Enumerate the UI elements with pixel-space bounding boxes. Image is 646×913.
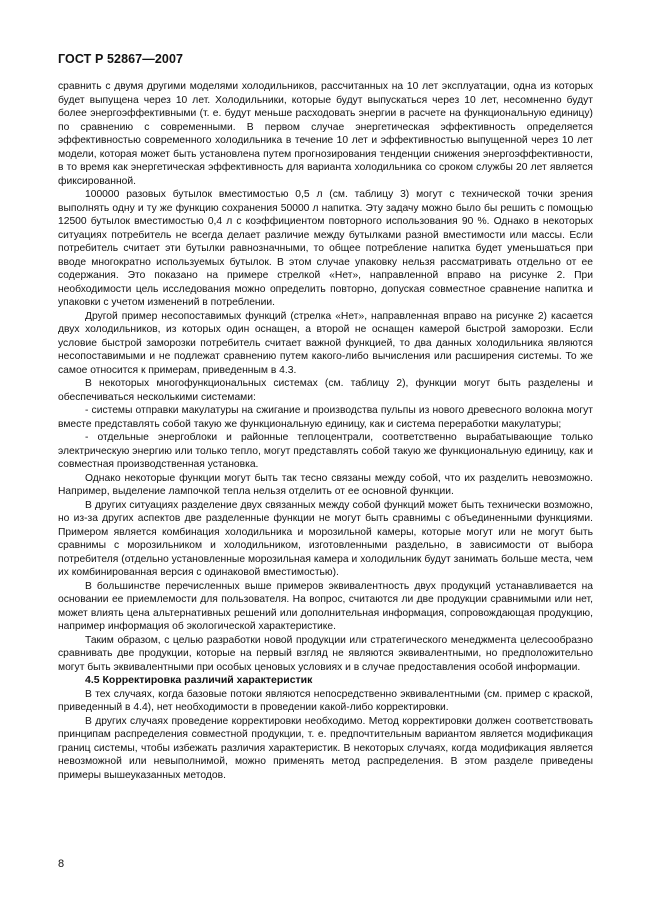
section-heading: 4.5 Корректировка различий характеристик	[85, 674, 313, 686]
paragraph: В тех случаях, когда базовые потоки являются непосредственно эквивалентными (см. пример с краской, приведенный в 4.4), нет необходимости в проведении какой-либо корректировки.	[58, 688, 593, 713]
list-item: - системы отправки макулатуры на сжигание и производства пульпы из нового древесного волокна могут вместе представлять собой такую же функциональную единицу, как и система переработки макулатуры;	[58, 405, 593, 430]
document-code-header: ГОСТ Р 52867—2007	[58, 52, 184, 66]
paragraph: В других случаях проведение корректировки необходимо. Метод корректировки должен соответствовать принципам распределения совместной продукции, т. е. предпочтительным вариантом является модификация границ системы, чтобы избежать различия характеристик. В некоторых случаях, когда модификация является невозможной или невыполнимой, можно применять метод распределения. В этом разделе приведены примеры вышеуказанных методов.	[58, 715, 593, 781]
paragraph: Таким образом, с целью разработки новой продукции или стратегического менеджмента целесообразно сравнивать две продукции, которые на первый взгляд не являются эквивалентными, но предположительно могут быть эквивалентными при особых ценовых условиях и в случае предоставления особой информации.	[58, 634, 593, 673]
paragraph: 100000 разовых бутылок вместимостью 0,5 л (см. таблицу 3) могут с технической точки зрения выполнять одну и ту же функцию сохранения 50000 л напитка. Эту задачу можно было бы решить с помощью 12500 бутылок вместимостью 0,4 л с коэффициентом повторного использования 90 %. Однако в некоторых ситуациях потребитель не всегда делает различие между бутылками разной вместимости или массы. Если потребитель считает эти бутылки равнозначными, то общее потребление напитка будет уменьшаться при вводе многократно используемых бутылок. В этом случае упаковку нельзя рассматривать отдельно от ее содержания. Это показано на примере стрелкой «Нет», направленной вправо на рисунке 2. При необходимости цель исследования можно определить повторно, допуская совместное сравнение напитка и упаковки с учетом изменений в потреблении.	[58, 189, 593, 308]
paragraph: Однако некоторые функции могут быть так тесно связаны между собой, что их разделить невозможно. Например, выделение лампочкой тепла нельзя отделить от ее основной функции.	[58, 472, 593, 497]
paragraph: В других ситуациях разделение двух связанных между собой функций может быть технически возможно, но из-за других аспектов две разделенные функции не могут быть сравнимы с объединенными функциями. Примером является комбинация холодильника и морозильной камеры, которые могут или не могут быть сравнимы с морозильником и холодильником, изготовленными раздельно, в зависимости от выбора потребителя (отдельно установленные морозильная камера и холодильник будут занимать больше места, чем их комбинированная версия с одинаковой вместимостью).	[58, 499, 593, 578]
list-item: - отдельные энергоблоки и районные теплоцентрали, соответственно вырабатывающие только электрическую энергию или только тепло, могут представлять собой такую же функциональную единицу, как и совместная производственная установка.	[58, 432, 593, 470]
paragraph: сравнить с двумя другими моделями холодильников, рассчитанных на 10 лет эксплуатации, одна из которых будет выпущена через 10 лет. Холодильники, которые будут выпускаться через 10 лет, несомненно будут более энергоэффективными (т. е. будут меньше расходовать энергии в расчете на функциональную единицу) по сравнению с современными. В первом случае энергетическая эффективность определяется эффективностью современного холодильника в течение 10 лет и эффективностью выпущенной через 10 лет модели, которая может быть установлена путем прогнозирования тенденции снижения энергоэффективности, в то время как энергетическая эффективность для варианта холодильника со сроком службы 20 лет является фиксированной.	[58, 81, 593, 187]
paragraph: В большинстве перечисленных выше примеров эквивалентность двух продукций устанавливается на основании ее приемлемости для пользователя. На вопрос, считаются ли две продукции сравнимыми или нет, может влиять цена альтернативных решений или дополнительная информация, сопровождающая продукцию, например информация об экологической характеристике.	[58, 580, 593, 632]
document-body	[58, 80, 593, 782]
paragraph: Другой пример несопоставимых функций (стрелка «Нет», направленная вправо на рисунке 2) касается двух холодильников, из которых один оснащен, а второй не оснащен камерой быстрой заморозки. Если условие быстрой заморозки потребитель считает важной функцией, то два данных холодильника являются несопоставимыми и не подлежат сравнению путем какого-либо вычисления или расширения системы. То же самое относится к примерам, приведенным в 4.3.	[58, 310, 593, 376]
paragraph: В некоторых многофункциональных системах (см. таблицу 2), функции могут быть разделены и обеспечиваться несколькими системами:	[58, 378, 593, 403]
page-number: 8	[58, 858, 65, 870]
